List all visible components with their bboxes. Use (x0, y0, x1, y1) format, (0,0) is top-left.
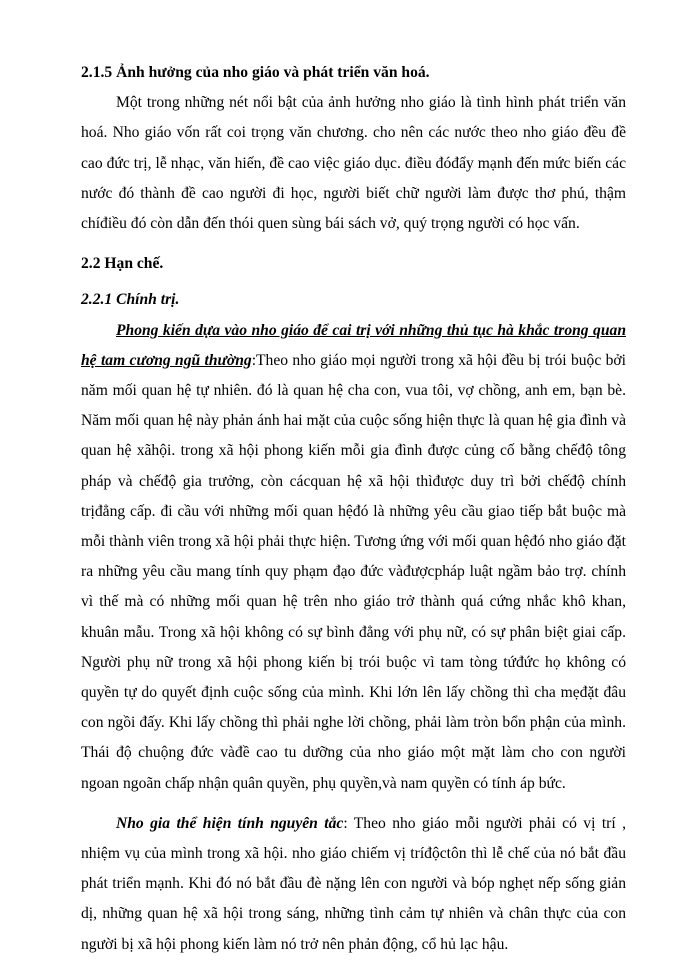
paragraph-principle-body: : Theo nho giáo mỗi người phải có vị trí , nhiệm vụ của mình trong xã hội. nho giáo chiếm vị tríđộctôn thì lễ chế của nó bắt đầu phát triển mạnh. Khi đó nó bắt đầu đè nặng lên con người và bóp nghẹt nếp sống giản dị, những quan hệ xã hội trong sáng, những tình cảm tự nhiên và chân thực của con người bị xã hội phong kiến làm nó trở nên phản động, cổ hủ lạc hậu. (81, 814, 626, 953)
section-heading-2-2: 2.2 Hạn chế. (81, 255, 164, 273)
section-heading-2-1-5: 2.1.5 Ảnh hưởng của nho giáo và phát triển văn hoá. (81, 64, 430, 81)
paragraph-politics (81, 316, 626, 799)
document-page (81, 58, 626, 960)
paragraph-culture: Một trong những nét nổi bật của ảnh hưởng nho giáo là tình hình phát triển văn hoá. Nho giáo vốn rất coi trọng văn chương. cho nên các nước theo nho giáo đều đề cao đức trị, lễ nhạc, văn hiến, đề cao việc giáo dục. điều đóđẩy mạnh đến mức biến các nước đó thành đề cao người đi học, người biết chữ người làm được thơ phú, thậm chíđiều đó còn dẫn đến thói quen sùng bái sách vở, quý trọng người có học vấn. (81, 94, 626, 233)
paragraph-politics-body: :Theo nho giáo mọi người trong xã hội đều bị trói buộc bởi năm mối quan hệ tự nhiên. đó là quan hệ cha con, vua tôi, vợ chồng, anh em, bạn bè. Năm mối quan hệ này phản ánh hai mặt của cuộc sống hiện thực là quan hệ gia đình và quan hệ xãhội. trong xã hội phong kiến mỗi gia đình được củng cố bằng chếđộ tông pháp và chếđộ gia trưởng, còn cácquan hệ xã hội thìđược duy trì bởi chếđộ chính trịđẳng cấp. đi cầu với những mối quan hệđó là những yêu cầu giao tiếp bắt buộc mà mỗi thành viên trong xã hội phải thực hiện. Tương ứng với mối quan hệđó nho giáo đặt ra những yêu cầu mang tính quy phạm đạo đức vàđượcpháp luật ngầm bảo trợ. chính vì thế mà có những mối quan hệ trên nho giáo trở thành quá cứng nhắc khô khan, khuân mẫu. Trong xã hội không có sự bình đẳng với phụ nữ, có sự phân biệt giai cấp. Người phụ nữ trong xã hội phong kiến bị trói buộc vì tam tòng tứđức họ không có quyền tự do quyết định cuộc sống của mình. Khi lớn lên lấy chồng thì cha mẹđặt đâu con ngồi đấy. Khi lấy chồng thì phải nghe lời chồng, phải làm tròn bổn phận của mình. Thái độ chuộng đức vàđề cao tu dưỡng của nho giáo một mặt làm cho con người ngoan ngoãn chấp nhận quân quyền, phụ quyền,và nam quyền có tính áp bức. (81, 351, 626, 792)
section-heading-2-2-1: 2.2.1 Chính trị. (81, 291, 180, 309)
paragraph-principle-lead: Nho gia thể hiện tính nguyên tắc (116, 814, 344, 832)
paragraph-principle (81, 809, 626, 960)
paragraph-politics-lead: Phong kiến dựa vào nho giáo để cai trị với những thủ tục hà khắc trong quan hệ tam cương ngũ thường (81, 321, 626, 369)
